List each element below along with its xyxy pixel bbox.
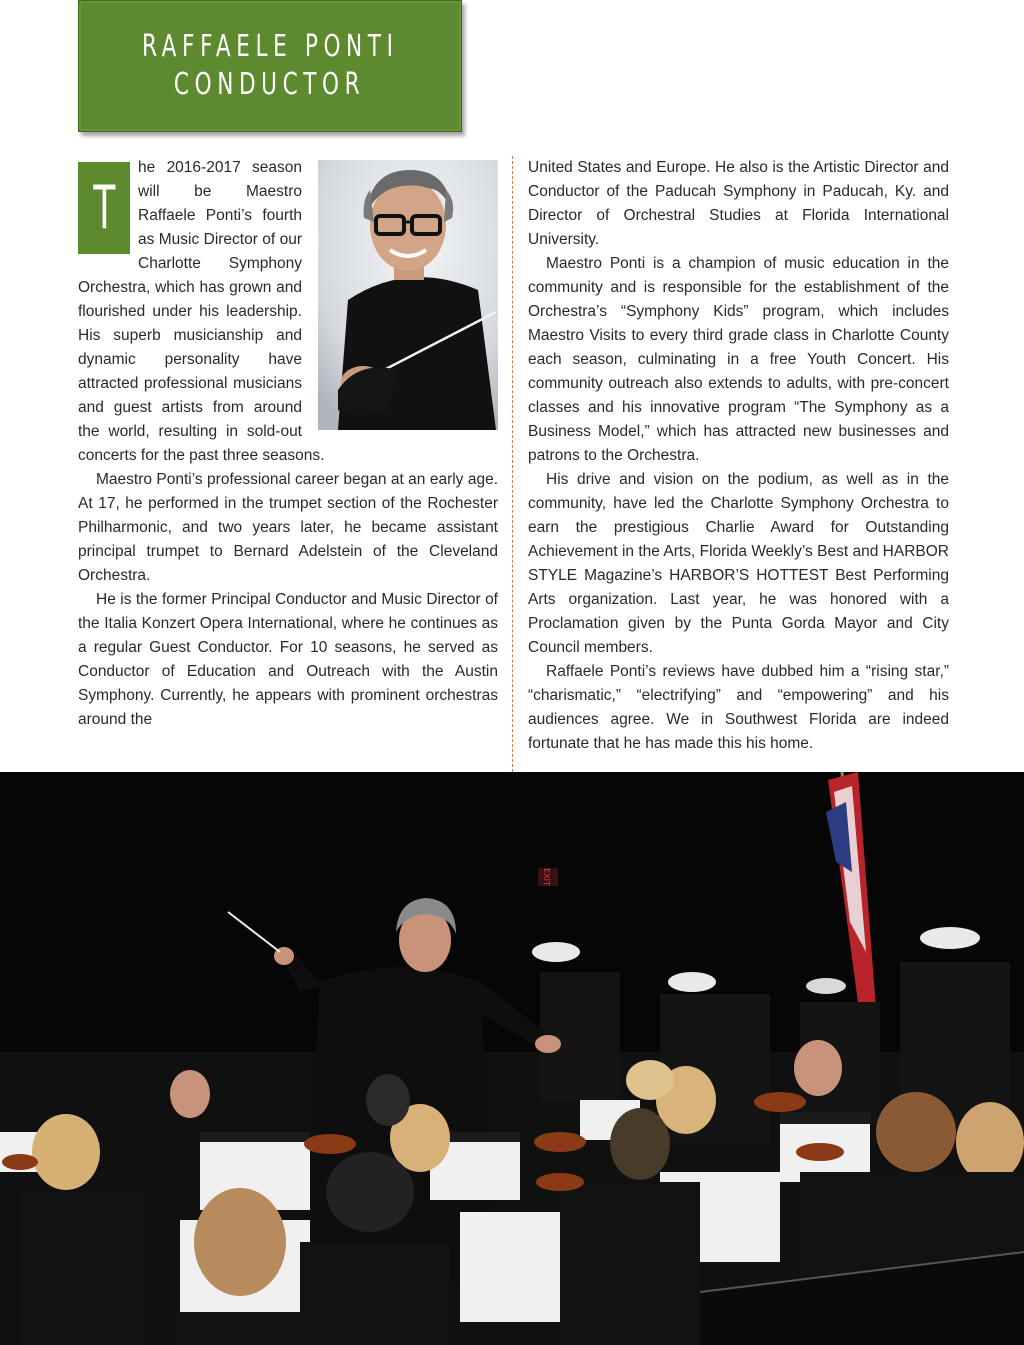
article-column-right xyxy=(528,156,949,756)
portrait-photo xyxy=(318,160,498,430)
paragraph-career: Maestro Ponti’s professional career began at an early age. At 17, he performed in the trumpet section of the Rochester Philharmonic, and two years later, he became assistant principal trumpet to Bernard Adelstein of the Cleveland Orchestra. xyxy=(78,471,498,584)
column-divider xyxy=(512,156,513,772)
paragraph-education: Maestro Ponti is a champion of music education in the community and is responsible for the establishment of the Orchestra’s “Symphony Kids” program, which includes Maestro Visits to every third grade class in Charlotte County each season, culminating in a free Youth Concert. His community outreach also extends to adults, with pre-concert classes and his innovative program “The Symphony as a Business Model,” which has attracted new businesses and patrons to the Orchestra. xyxy=(528,255,949,464)
paragraph-awards: His drive and vision on the podium, as well as in the community, have led the Charlotte Symphony Orchestra to earn the prestigious Charlie Award for Outstanding Achievement in the Arts, Florida Weekly’s Best and HARBOR STYLE Magazine’s HARBOR’S HOTTEST Best Performing Arts organization. Last year, he was honored with a Proclamation given by the Punta Gorda Mayor and City Council members. xyxy=(528,471,949,656)
paragraph-former-roles: He is the former Principal Conductor and Music Director of the Italia Konzert Opera International, where he continues as a regular Guest Conductor. For 10 seasons, he served as Conductor of Education and Outreach with the Austin Symphony. Currently, he appears with prominent orchestras around the xyxy=(78,591,498,728)
conductor-name: RAFFAELE PONTI xyxy=(141,29,399,64)
title-banner xyxy=(78,0,462,132)
paragraph-us-europe: United States and Europe. He also is the Artistic Director and Conductor of the Paducah Symphony in Paducah, Ky. and Director of Orchestral Studies at Florida International University. xyxy=(528,159,949,248)
orchestra-image xyxy=(0,772,1024,1345)
paragraph-reviews: Raffaele Ponti’s reviews have dubbed him a “rising star,” “charismatic,” “electrifying” and “empowering” and his audiences agree. We in Southwest Florida are indeed fortunate that he has made this his home. xyxy=(528,663,949,752)
orchestra-photo xyxy=(0,772,1024,1345)
paragraph-intro: T he 2016-2017 season will be Maestro Raffaele Ponti’s fourth as Music Director of our Charlotte Symphony Orchestra, which has grown and flourished under his leadership. His superb musicianship and dynamic personality have attracted professional musicians and guest artists from around the world, resulting in sold-out concerts for the past three seasons. xyxy=(78,159,325,464)
dropcap-letter: T xyxy=(78,162,130,254)
portrait-image xyxy=(318,160,498,430)
article-column-left xyxy=(78,156,498,732)
exit-sign: EXIT xyxy=(542,868,551,886)
conductor-role: CONDUCTOR xyxy=(174,67,366,102)
